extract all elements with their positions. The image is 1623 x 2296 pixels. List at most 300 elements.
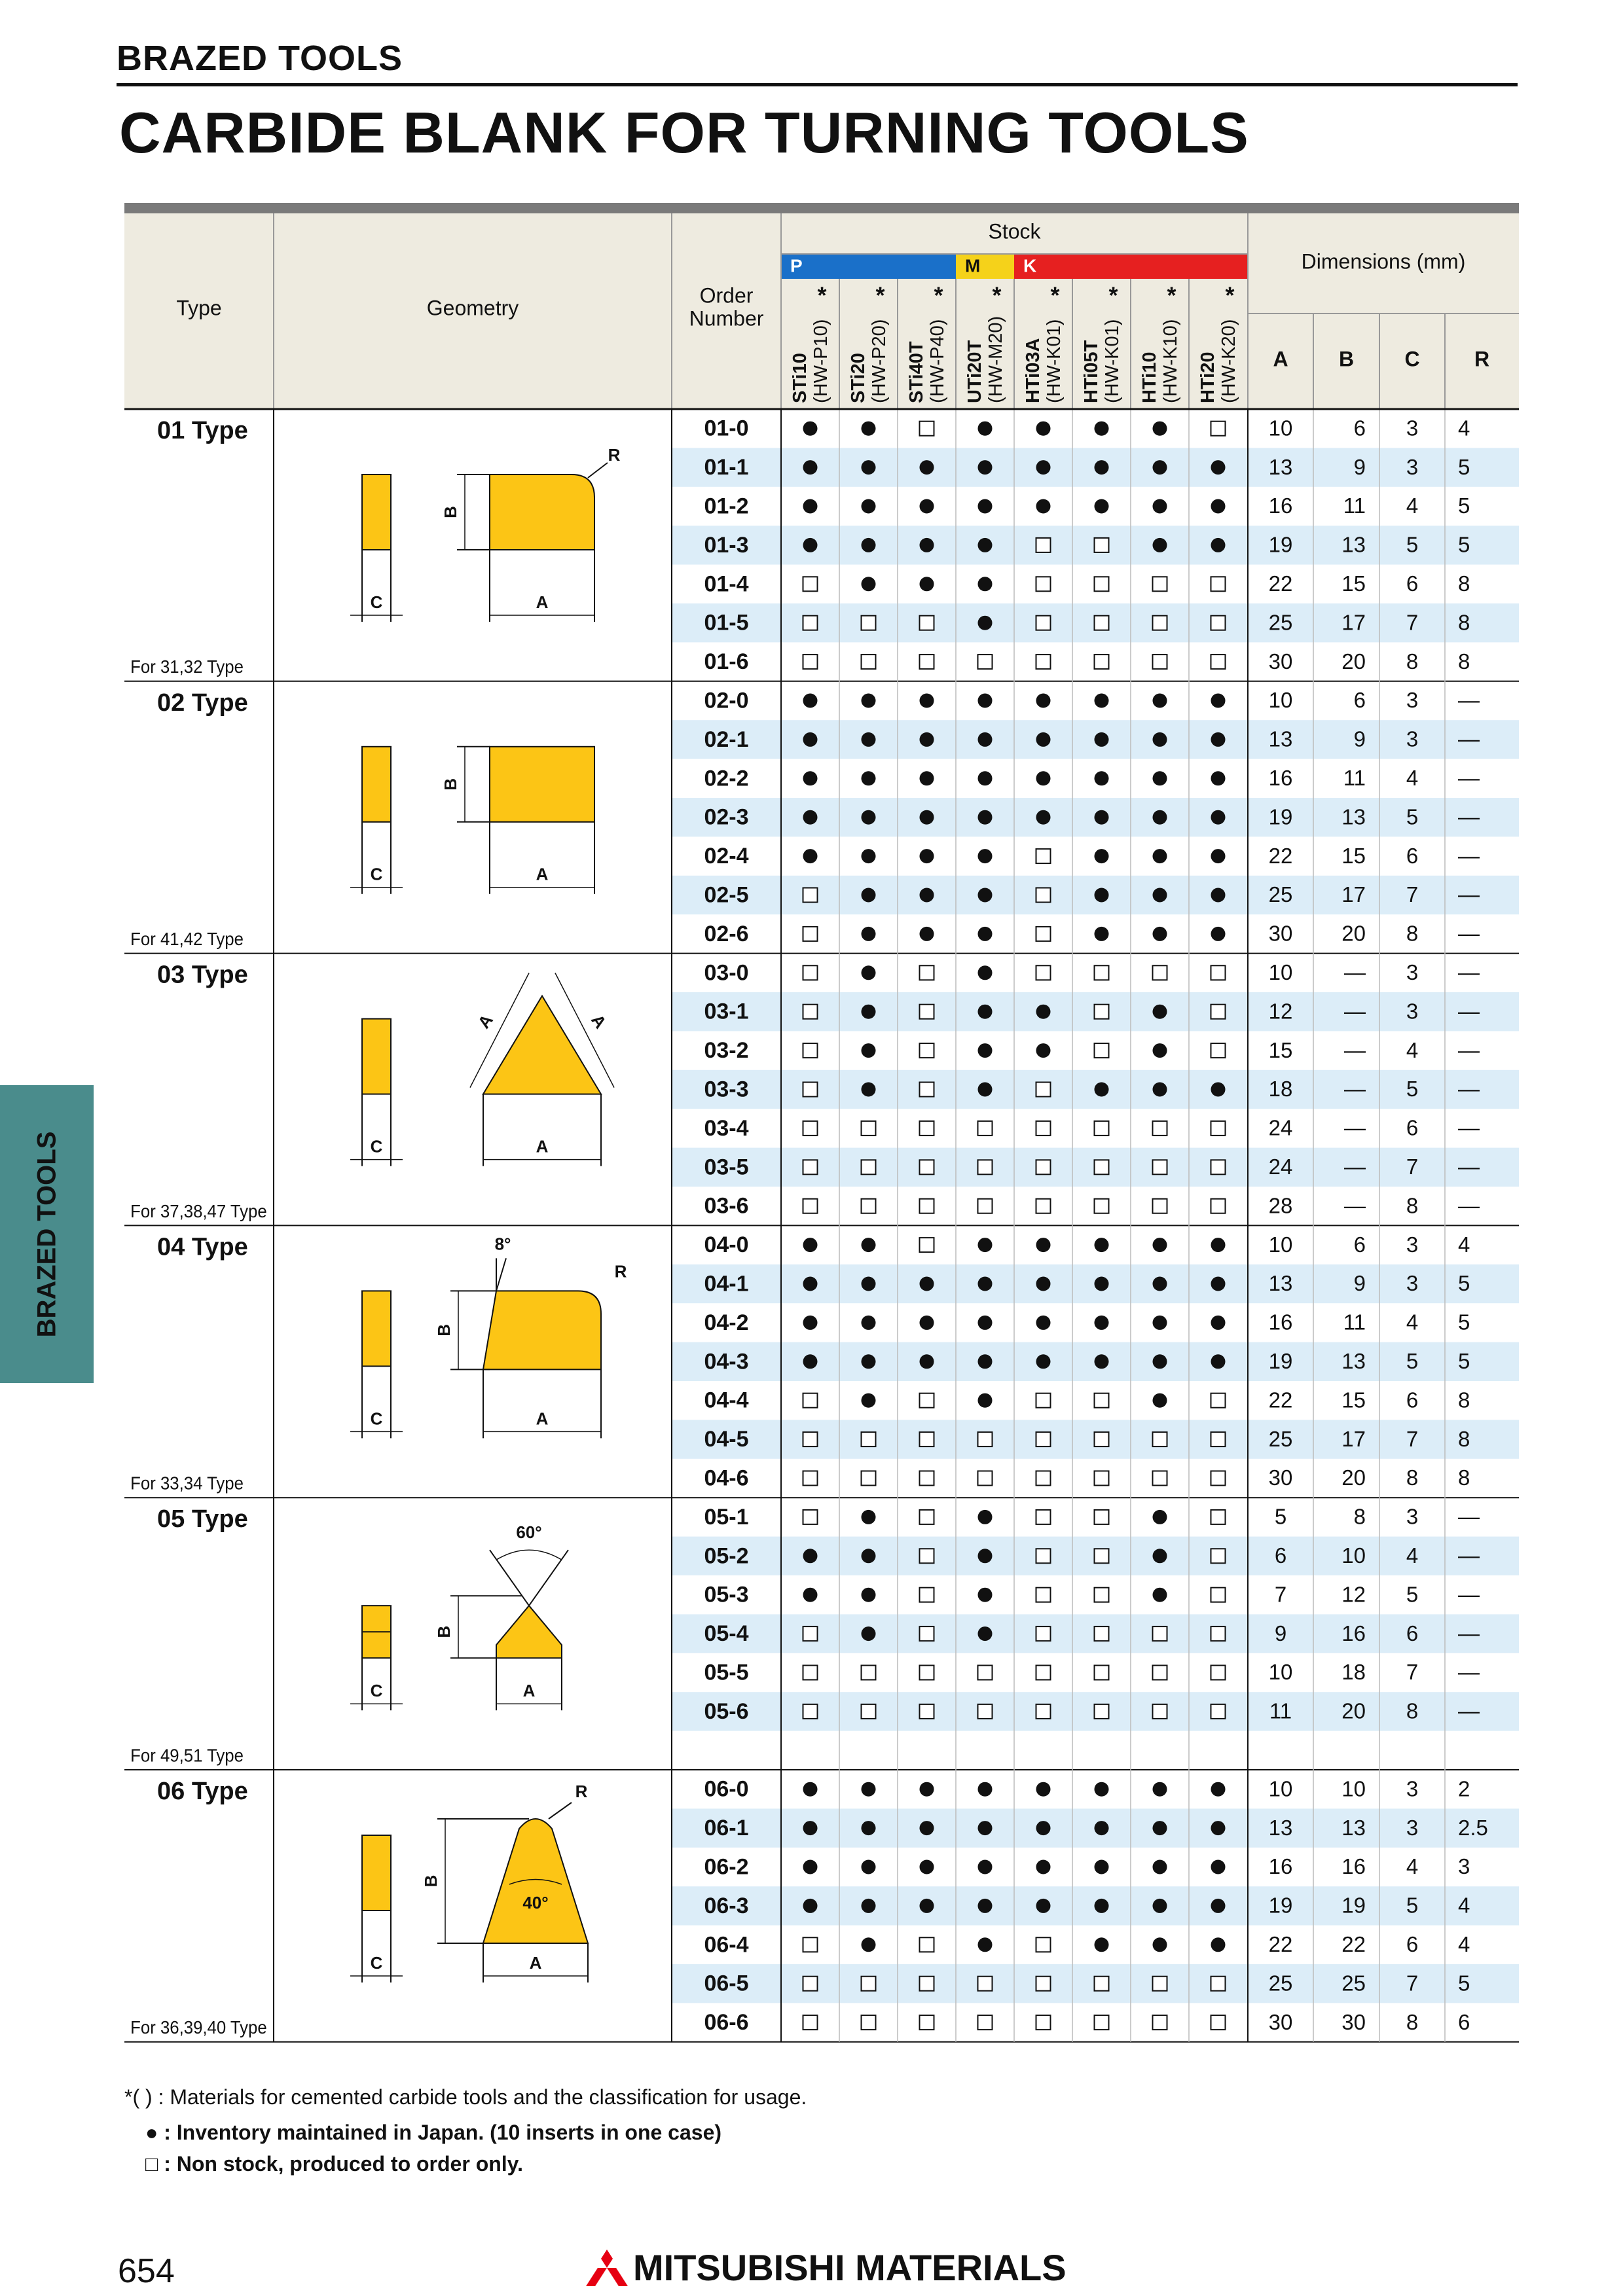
dim-value: —	[1344, 1155, 1366, 1179]
dim-value: 16	[1341, 1854, 1366, 1879]
stock-dot	[862, 965, 876, 980]
stock-square	[920, 1510, 934, 1524]
stock-dot	[1211, 1899, 1226, 1913]
dim-value: —	[1344, 1037, 1366, 1062]
stock-dot	[978, 1083, 993, 1097]
dim-value: 9	[1274, 1621, 1287, 1645]
order-number: 06-3	[704, 1893, 749, 1918]
dim-value: —	[1458, 1193, 1480, 1218]
blank-side-view	[362, 1835, 391, 1910]
group-band-K	[1014, 254, 1247, 279]
stock-square	[1095, 1626, 1109, 1641]
dim-value: 22	[1268, 1388, 1293, 1412]
stock-square	[1153, 616, 1167, 630]
dim-value: —	[1458, 1037, 1480, 1062]
stock-dot	[978, 888, 993, 903]
dimension-label: B	[440, 506, 460, 518]
stock-dot	[1036, 1782, 1051, 1797]
dim-value: 18	[1268, 1077, 1293, 1102]
dim-value: 10	[1268, 688, 1293, 713]
stock-dot	[1153, 1083, 1167, 1097]
group-label: M	[965, 255, 981, 276]
stock-square	[1036, 1549, 1051, 1563]
order-number: 01-6	[704, 649, 749, 675]
stock-square	[920, 1160, 934, 1174]
dim-value: —	[1458, 1155, 1480, 1179]
dim-value: —	[1458, 804, 1480, 829]
order-number: 02-6	[704, 921, 749, 946]
order-number: 06-1	[704, 1816, 749, 1841]
dim-value: 4	[1458, 1893, 1470, 1918]
stock-dot	[803, 810, 818, 825]
dim-value: 7	[1406, 1426, 1419, 1451]
dimension-line	[496, 1258, 506, 1291]
dim-value: 25	[1268, 610, 1293, 635]
grade-name: STi20	[848, 353, 869, 403]
stock-square	[803, 965, 818, 980]
stock-square	[1095, 2015, 1109, 2030]
stock-square	[978, 1199, 993, 1213]
stock-square	[978, 1977, 993, 1991]
stock-square	[978, 1666, 993, 1680]
stock-dot	[803, 422, 818, 436]
stock-dot	[920, 1782, 934, 1797]
stock-dot	[862, 1782, 876, 1797]
header-order-line2: Number	[689, 306, 764, 331]
dim-value: 13	[1341, 532, 1366, 557]
dim-value: 5	[1458, 1310, 1470, 1335]
stock-square	[1036, 616, 1051, 630]
stock-square	[1153, 965, 1167, 980]
stock-dot	[862, 1238, 876, 1252]
blank-side-view	[362, 475, 391, 550]
stock-square	[920, 1199, 934, 1213]
blank-top-view	[490, 747, 594, 822]
order-number: 04-6	[704, 1465, 749, 1491]
stock-dot	[1211, 1860, 1226, 1874]
stock-dot	[803, 1821, 818, 1835]
dim-value: 20	[1341, 649, 1366, 673]
stock-square	[920, 422, 934, 436]
dim-header-R: R	[1474, 347, 1490, 371]
dim-value: 5	[1406, 1077, 1419, 1102]
grade-name: UTi20T	[964, 340, 986, 403]
stock-square	[920, 1704, 934, 1719]
order-number: 03-2	[704, 1038, 749, 1064]
grade-name: STi10	[790, 353, 811, 403]
stock-square	[803, 1121, 818, 1136]
dim-value: 16	[1268, 766, 1293, 791]
stock-dot	[978, 1588, 993, 1602]
dim-value: —	[1458, 1621, 1480, 1645]
stock-dot	[1095, 694, 1109, 708]
dim-value: —	[1344, 1115, 1366, 1140]
stock-dot	[1095, 1899, 1109, 1913]
stock-dot	[1153, 1354, 1167, 1369]
dim-value: 4	[1406, 493, 1419, 518]
dim-value: 10	[1268, 416, 1293, 440]
stock-square	[1036, 1588, 1051, 1602]
stock-square	[803, 1199, 818, 1213]
stock-dot	[862, 1899, 876, 1913]
stock-dot	[803, 694, 818, 708]
stock-dot	[920, 1821, 934, 1835]
dim-value: 12	[1268, 999, 1293, 1024]
dim-value: 6	[1406, 1388, 1419, 1412]
stock-dot	[1095, 1860, 1109, 1874]
stock-dot	[920, 538, 934, 552]
stock-square	[1036, 1510, 1051, 1524]
stock-dot	[978, 1860, 993, 1874]
order-number: 06-2	[704, 1854, 749, 1880]
stock-dot	[862, 888, 876, 903]
stock-dot	[1036, 1354, 1051, 1369]
stock-square	[1153, 655, 1167, 669]
stock-dot	[1095, 771, 1109, 785]
stock-square	[978, 1432, 993, 1446]
stock-dot	[1211, 1238, 1226, 1252]
dim-value: 8	[1406, 921, 1419, 946]
stock-square	[978, 1704, 993, 1719]
stock-dot	[978, 849, 993, 863]
stock-dot	[862, 1354, 876, 1369]
stock-square	[803, 1471, 818, 1486]
stock-square	[1095, 1471, 1109, 1486]
dim-value: 8	[1353, 1504, 1366, 1529]
stock-dot	[1095, 1782, 1109, 1797]
stock-dot	[978, 538, 993, 552]
stock-square	[1153, 1471, 1167, 1486]
order-number: 04-2	[704, 1310, 749, 1335]
dim-value: 8	[1458, 1465, 1470, 1490]
dim-value: —	[1458, 1077, 1480, 1102]
stock-square	[803, 1043, 818, 1058]
stock-dot	[978, 965, 993, 980]
stock-dot	[1036, 1860, 1051, 1874]
stock-square	[803, 1704, 818, 1719]
dim-value: 15	[1341, 571, 1366, 596]
dim-value: 4	[1406, 1037, 1419, 1062]
type-name: 06 Type	[157, 1778, 248, 1806]
dim-value: 4	[1458, 1232, 1470, 1257]
stock-square	[1211, 1005, 1226, 1019]
stock-dot	[862, 1510, 876, 1524]
stock-square	[920, 1937, 934, 1952]
order-number: 01-0	[704, 416, 749, 441]
dimension-label: B	[440, 778, 460, 791]
stock-square	[803, 888, 818, 903]
dim-value: 24	[1268, 1115, 1293, 1140]
stock-square	[1211, 1549, 1226, 1563]
dim-value: 13	[1268, 1271, 1293, 1296]
stock-square	[1211, 422, 1226, 436]
dim-value: 20	[1341, 921, 1366, 946]
stock-dot	[1211, 1316, 1226, 1330]
stock-square	[803, 1083, 818, 1097]
dim-value: 24	[1268, 1155, 1293, 1179]
stock-dot	[803, 1316, 818, 1330]
stock-dot	[978, 1510, 993, 1524]
dim-value: 7	[1406, 1971, 1419, 1996]
stock-square	[1036, 1432, 1051, 1446]
order-number: 03-4	[704, 1115, 749, 1141]
dim-value: —	[1344, 999, 1366, 1024]
stock-dot	[1153, 1860, 1167, 1874]
stock-dot	[920, 1316, 934, 1330]
dimension-label: B	[433, 1625, 454, 1638]
stock-dot	[862, 1393, 876, 1408]
stock-dot	[862, 1043, 876, 1058]
dimension-label: B	[420, 1874, 441, 1888]
stock-square	[1095, 1160, 1109, 1174]
dim-value: 3	[1406, 726, 1419, 751]
stock-dot	[1095, 1821, 1109, 1835]
stock-square	[803, 1977, 818, 1991]
stock-square	[1036, 577, 1051, 591]
dimension-label: A	[587, 1011, 611, 1032]
type-note: For 49,51 Type	[130, 1745, 244, 1766]
stock-square	[1036, 1083, 1051, 1097]
stock-square	[920, 2015, 934, 2030]
blank-top-view	[483, 996, 601, 1094]
grade-iso: (HW-M20)	[985, 315, 1007, 403]
grade-iso: (HW-K10)	[1160, 319, 1182, 403]
dimension-label: C	[370, 1136, 383, 1157]
dim-value: —	[1458, 688, 1480, 713]
stock-dot	[920, 927, 934, 941]
table-top-bar	[124, 203, 1519, 213]
stock-square	[1095, 1588, 1109, 1602]
blank-side-view	[362, 747, 391, 822]
header-type: Type	[176, 296, 222, 320]
dimension-label: 60°	[516, 1522, 542, 1543]
dim-value: 25	[1341, 1971, 1366, 1996]
order-number: 06-0	[704, 1776, 749, 1802]
dim-value: 22	[1341, 1932, 1366, 1957]
stock-square	[920, 1549, 934, 1563]
dim-value: 25	[1268, 1426, 1293, 1451]
stock-dot	[1036, 694, 1051, 708]
dim-value: 6	[1458, 2009, 1470, 2034]
stock-dot	[1211, 771, 1226, 785]
dim-value: 19	[1268, 532, 1293, 557]
dim-value: 13	[1341, 1815, 1366, 1840]
stock-dot	[978, 1626, 993, 1641]
stock-dot	[803, 849, 818, 863]
grade-star: *	[992, 281, 1002, 309]
stock-square	[1153, 1977, 1167, 1991]
stock-square	[803, 577, 818, 591]
dim-value: 5	[1458, 532, 1470, 557]
dimension-label: C	[370, 1681, 383, 1701]
stock-dot	[1211, 810, 1226, 825]
stock-square	[803, 655, 818, 669]
stock-square	[1036, 1199, 1051, 1213]
dimension-label: A	[529, 1952, 542, 1973]
stock-dot	[803, 1782, 818, 1797]
stock-square	[1095, 655, 1109, 669]
stock-square	[920, 655, 934, 669]
dim-value: 3	[1406, 960, 1419, 985]
stock-dot	[803, 1354, 818, 1369]
stock-square	[803, 1510, 818, 1524]
dim-value: 11	[1269, 1698, 1292, 1723]
order-number: 04-0	[704, 1232, 749, 1258]
dimension-line	[549, 1803, 572, 1819]
section-header: BRAZED TOOLS	[117, 39, 403, 78]
stock-dot	[862, 927, 876, 941]
grade-star: *	[1167, 281, 1176, 309]
stock-dot	[862, 577, 876, 591]
grade-name: HTi05T	[1081, 340, 1103, 403]
dim-value: 3	[1406, 1776, 1419, 1801]
stock-square	[862, 655, 876, 669]
dim-value: 5	[1458, 454, 1470, 479]
stock-square	[1211, 1510, 1226, 1524]
stock-square	[803, 927, 818, 941]
header-order-line1: Order	[699, 283, 754, 308]
group-label: P	[790, 255, 803, 276]
stock-dot	[862, 1549, 876, 1563]
dim-value: 9	[1353, 726, 1366, 751]
dim-value: 5	[1458, 1349, 1470, 1374]
dim-value: 19	[1268, 804, 1293, 829]
stock-square	[920, 1666, 934, 1680]
stock-dot	[1095, 1277, 1109, 1291]
dim-value: 19	[1341, 1893, 1366, 1918]
dimension-line	[529, 1550, 568, 1605]
stock-square	[803, 1160, 818, 1174]
dimension-label: A	[536, 1136, 549, 1157]
stock-dot	[1036, 1238, 1051, 1252]
stock-square	[920, 1083, 934, 1097]
dim-value: 20	[1341, 1465, 1366, 1490]
stock-dot	[1153, 1393, 1167, 1408]
stock-dot	[920, 499, 934, 514]
dim-value: 30	[1341, 2009, 1366, 2034]
stock-square	[1153, 1626, 1167, 1641]
dim-value: 11	[1343, 766, 1366, 791]
dim-value: 30	[1268, 649, 1293, 673]
stock-dot	[978, 1393, 993, 1408]
stock-dot	[1211, 849, 1226, 863]
dim-value: 25	[1268, 1971, 1293, 1996]
stock-square	[920, 1121, 934, 1136]
stock-dot	[862, 1277, 876, 1291]
dimension-label: 40°	[522, 1892, 549, 1912]
dim-value: —	[1458, 1698, 1480, 1723]
stock-dot	[978, 694, 993, 708]
stock-square	[978, 1121, 993, 1136]
stock-dot	[803, 1860, 818, 1874]
stock-square	[803, 616, 818, 630]
dimension-label: R	[614, 1261, 627, 1282]
stock-square	[978, 655, 993, 669]
stock-dot	[803, 1238, 818, 1252]
brand-logo	[586, 2246, 1067, 2289]
dim-value: 3	[1458, 1854, 1470, 1879]
grade-iso: (HW-P10)	[811, 319, 832, 403]
grade-iso: (HW-K01)	[1102, 319, 1123, 403]
stock-square	[1211, 1199, 1226, 1213]
stock-square	[1095, 1005, 1109, 1019]
stock-dot	[1211, 460, 1226, 475]
stock-dot	[1095, 888, 1109, 903]
stock-dot	[1095, 849, 1109, 863]
dim-value: 13	[1341, 804, 1366, 829]
dim-value: —	[1458, 882, 1480, 907]
type-name: 05 Type	[157, 1505, 248, 1534]
type-name: 01 Type	[157, 417, 248, 445]
stock-dot	[1036, 422, 1051, 436]
stock-dot	[862, 694, 876, 708]
order-number: 06-6	[704, 2010, 749, 2036]
footnote-inventory: ● : Inventory maintained in Japan. (10 inserts in one case)	[145, 2121, 722, 2144]
carbide-blank-table	[124, 213, 1519, 2087]
order-number: 01-5	[704, 610, 749, 636]
dim-value: 7	[1406, 1660, 1419, 1685]
dim-value: 6	[1406, 571, 1419, 596]
stock-square	[862, 1471, 876, 1486]
stock-dot	[1153, 1238, 1167, 1252]
grade-star: *	[1050, 281, 1060, 309]
grade-star: *	[875, 281, 885, 309]
order-number: 03-0	[704, 960, 749, 986]
stock-square	[1211, 1666, 1226, 1680]
order-number: 02-2	[704, 766, 749, 791]
dimension-label: R	[575, 1781, 588, 1801]
stock-square	[1036, 1666, 1051, 1680]
stock-dot	[1211, 927, 1226, 941]
stock-square	[920, 1626, 934, 1641]
dim-value: 3	[1406, 1504, 1419, 1529]
side-tab-label: BRAZED TOOLS	[32, 1131, 61, 1337]
dim-value: 8	[1406, 2009, 1419, 2034]
dim-value: 8	[1458, 1388, 1470, 1412]
stock-square	[1211, 616, 1226, 630]
stock-dot	[803, 1277, 818, 1291]
stock-square	[862, 2015, 876, 2030]
order-number: 02-5	[704, 882, 749, 908]
dim-value: 6	[1353, 688, 1366, 713]
stock-dot	[1211, 499, 1226, 514]
grade-iso: (HW-P40)	[927, 319, 949, 403]
order-number: 01-2	[704, 493, 749, 519]
blank-top-view	[490, 475, 594, 550]
stock-square	[1095, 1704, 1109, 1719]
stock-dot	[862, 771, 876, 785]
dim-header-B: B	[1338, 347, 1355, 371]
stock-square	[1153, 1666, 1167, 1680]
dimension-label: A	[536, 864, 549, 884]
dim-value: 5	[1458, 1271, 1470, 1296]
dim-value: 5	[1406, 1893, 1419, 1918]
stock-dot	[920, 694, 934, 708]
stock-dot	[1153, 849, 1167, 863]
order-number: 03-5	[704, 1155, 749, 1180]
dim-value: 5	[1458, 1971, 1470, 1996]
dimension-label: A	[473, 1011, 497, 1032]
type-name: 02 Type	[157, 689, 248, 717]
stock-square	[1036, 655, 1051, 669]
stock-square	[1095, 1121, 1109, 1136]
dim-value: 6	[1406, 1932, 1419, 1957]
dim-value: 3	[1406, 999, 1419, 1024]
stock-square	[1211, 1043, 1226, 1058]
order-number: 02-4	[704, 844, 749, 869]
stock-square	[1095, 538, 1109, 552]
dim-value: 3	[1406, 1271, 1419, 1296]
